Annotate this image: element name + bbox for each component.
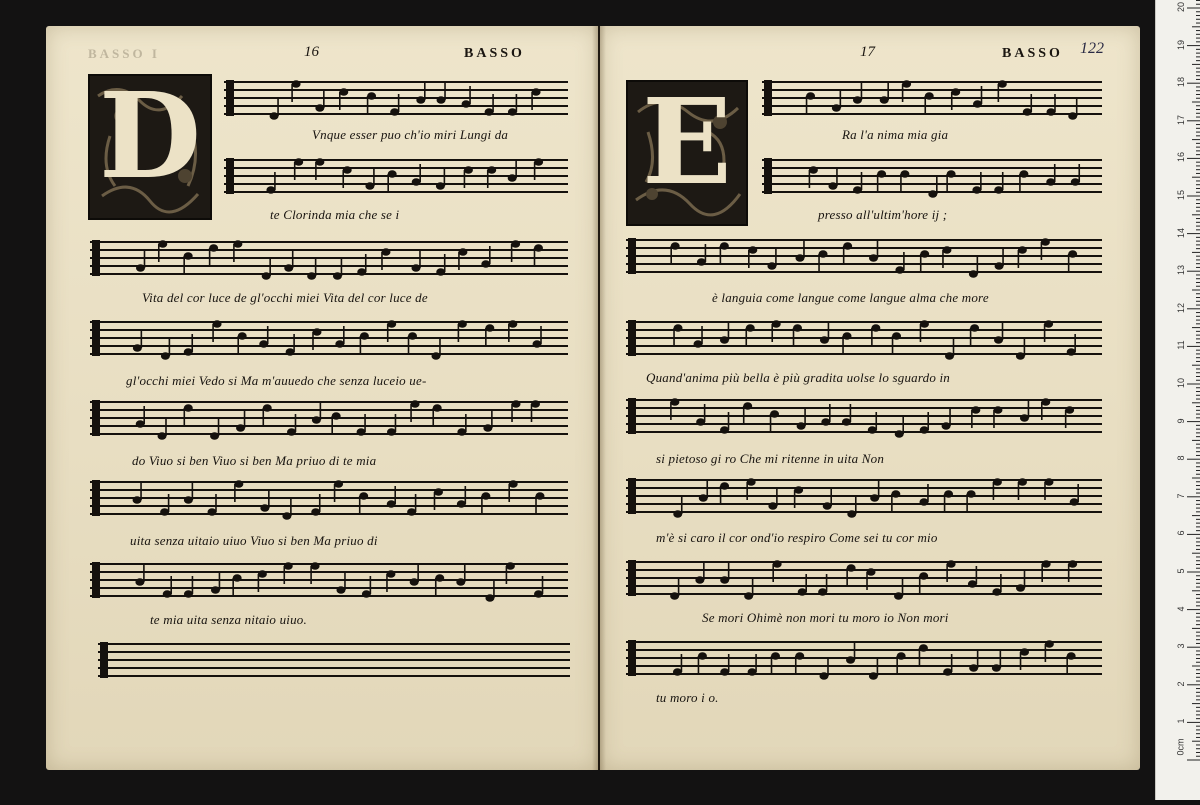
lyric-line: presso all'ultim'hore ij ;: [818, 207, 948, 222]
note: [387, 428, 396, 436]
note: [1016, 352, 1025, 360]
note: [772, 320, 781, 328]
ruler-number: 3: [1176, 643, 1186, 649]
note: [869, 254, 878, 262]
note: [720, 336, 729, 344]
note: [311, 508, 320, 516]
note: [720, 576, 729, 584]
note: [919, 572, 928, 580]
note: [867, 568, 876, 576]
ruler-unit-label: 0cm: [1175, 738, 1186, 756]
note: [698, 652, 707, 660]
note: [870, 494, 879, 502]
staff: [98, 640, 570, 684]
note: [720, 426, 729, 434]
note: [534, 590, 543, 598]
note: [843, 332, 852, 340]
note: [411, 400, 420, 408]
ruler-number: 2: [1176, 681, 1186, 687]
lyric-line: tu moro i o.: [656, 690, 719, 705]
note: [993, 478, 1002, 486]
note: [481, 260, 490, 268]
note: [1019, 170, 1028, 178]
note: [928, 190, 937, 198]
note: [877, 170, 886, 178]
note: [942, 422, 951, 430]
note: [357, 268, 366, 276]
note: [994, 186, 1003, 194]
ruler-number: 11: [1176, 340, 1186, 351]
note: [971, 406, 980, 414]
ruler-number: 13: [1176, 265, 1186, 276]
note: [532, 88, 541, 96]
note: [487, 166, 496, 174]
note: [485, 108, 494, 116]
note: [1044, 320, 1053, 328]
note: [674, 324, 683, 332]
note: [673, 668, 682, 676]
note: [407, 508, 416, 516]
note: [336, 586, 345, 594]
note: [995, 262, 1004, 270]
note: [821, 418, 830, 426]
note: [315, 104, 324, 112]
staff: [626, 476, 1102, 520]
note: [1068, 250, 1077, 258]
note: [1070, 498, 1079, 506]
left-page-number: 16: [304, 44, 319, 60]
note: [307, 272, 316, 280]
note: [832, 104, 841, 112]
note: [136, 264, 145, 272]
note: [160, 508, 169, 516]
note: [967, 490, 976, 498]
note: [1068, 560, 1077, 568]
note: [387, 320, 396, 328]
note: [969, 270, 978, 278]
note: [416, 96, 425, 104]
note: [388, 170, 397, 178]
lyric-line: gl'occhi miei Vedo si Ma m'auuedo che senza luceio ue-: [126, 373, 427, 388]
ruler-number: 18: [1176, 77, 1186, 88]
ruler-number: 20: [1176, 2, 1186, 13]
note: [339, 88, 348, 96]
staff: [90, 560, 568, 604]
staff: [626, 638, 1102, 682]
note: [994, 336, 1003, 344]
note: [211, 586, 220, 594]
note: [748, 246, 757, 254]
note: [947, 560, 956, 568]
note: [533, 340, 542, 348]
note: [312, 328, 321, 336]
note: [458, 248, 467, 256]
right-page-header: BASSO: [1002, 46, 1063, 61]
bleed-through-text: BASSO I: [88, 46, 160, 61]
ruler-number: 7: [1176, 493, 1186, 499]
note: [234, 480, 243, 488]
note: [853, 186, 862, 194]
note: [892, 332, 901, 340]
note: [386, 570, 395, 578]
note: [869, 672, 878, 680]
note: [895, 266, 904, 274]
note: [748, 668, 757, 676]
note: [746, 324, 755, 332]
note: [871, 324, 880, 332]
note: [184, 590, 193, 598]
note: [359, 492, 368, 500]
note: [209, 244, 218, 252]
note: [797, 422, 806, 430]
note: [793, 324, 802, 332]
note: [262, 272, 271, 280]
note: [671, 242, 680, 250]
note: [1023, 108, 1032, 116]
note: [157, 432, 166, 440]
note: [135, 578, 144, 586]
note: [894, 592, 903, 600]
ruler-number: 17: [1176, 114, 1186, 125]
note: [133, 344, 142, 352]
note: [292, 80, 301, 88]
note: [1018, 478, 1027, 486]
note: [434, 488, 443, 496]
note: [969, 664, 978, 672]
ruler-number: 6: [1176, 530, 1186, 536]
note: [312, 416, 321, 424]
staff: [762, 78, 1102, 122]
note: [1046, 178, 1055, 186]
note: [1071, 178, 1080, 186]
note: [213, 320, 222, 328]
lyric-line: m'è si caro il cor ond'io respiro Come sei tu cor mio: [656, 530, 938, 545]
note: [973, 100, 982, 108]
ruler-number: 9: [1176, 418, 1186, 424]
lyric-line: te Clorinda mia che se i: [270, 207, 400, 222]
note: [1020, 648, 1029, 656]
note: [343, 166, 352, 174]
note: [720, 668, 729, 676]
note: [1068, 112, 1077, 120]
note: [947, 170, 956, 178]
note: [286, 348, 295, 356]
book-gutter: [592, 26, 606, 770]
lyric-line: te mia uita senza nitaio uiuo.: [150, 612, 307, 627]
note: [270, 112, 279, 120]
left-page-header: BASSO: [464, 46, 525, 61]
note: [744, 592, 753, 600]
note: [1067, 652, 1076, 660]
staff: [626, 396, 1102, 440]
note: [970, 324, 979, 332]
note: [481, 492, 490, 500]
note: [508, 108, 517, 116]
ruler-number: 14: [1176, 227, 1186, 238]
note: [136, 420, 145, 428]
note: [819, 672, 828, 680]
lyric-line: Se mori Ohimè non mori tu moro io Non mori: [702, 610, 949, 625]
note: [282, 512, 291, 520]
ruler-number: 8: [1176, 455, 1186, 461]
staff: [224, 156, 568, 200]
note: [1044, 478, 1053, 486]
note: [362, 590, 371, 598]
note: [1016, 584, 1025, 592]
note: [920, 320, 929, 328]
note: [880, 96, 889, 104]
note: [508, 174, 517, 182]
note: [485, 324, 494, 332]
note: [795, 254, 804, 262]
ruler-number: 15: [1176, 190, 1186, 201]
note: [853, 96, 862, 104]
note: [809, 166, 818, 174]
note: [360, 332, 369, 340]
note: [1041, 398, 1050, 406]
ruler-number: 19: [1176, 39, 1186, 50]
note: [284, 562, 293, 570]
note: [263, 404, 272, 412]
ruler-number: 5: [1176, 568, 1186, 574]
note: [1045, 640, 1054, 648]
note: [919, 644, 928, 652]
note: [332, 412, 341, 420]
note: [509, 480, 518, 488]
lyric-line: do Viuo si ben Viuo si ben Ma priuo di te mia: [132, 453, 377, 468]
note: [258, 570, 267, 578]
note: [806, 92, 815, 100]
note: [798, 588, 807, 596]
note: [311, 562, 320, 570]
right-page-number: 17: [860, 44, 875, 60]
note: [998, 80, 1007, 88]
note: [743, 402, 752, 410]
note: [184, 404, 193, 412]
note: [457, 428, 466, 436]
staff: [626, 318, 1102, 362]
note: [410, 578, 419, 586]
note: [333, 272, 342, 280]
staff: [224, 78, 568, 122]
note: [457, 500, 466, 508]
note: [284, 264, 293, 272]
note: [895, 430, 904, 438]
note: [747, 478, 756, 486]
initial-letter: D: [98, 74, 202, 205]
lyric-line: è languia come langue come langue alma che more: [712, 290, 989, 305]
note: [334, 480, 343, 488]
lyric-line: Vita del cor luce de gl'occhi miei Vita del cor luce de: [142, 290, 428, 305]
note: [512, 400, 521, 408]
note: [891, 490, 900, 498]
note: [184, 252, 193, 260]
note: [768, 502, 777, 510]
note: [412, 178, 421, 186]
note: [163, 590, 172, 598]
note: [233, 240, 242, 248]
note: [773, 560, 782, 568]
note: [433, 404, 442, 412]
note: [437, 96, 446, 104]
note: [1046, 108, 1055, 116]
note: [233, 574, 242, 582]
note: [842, 418, 851, 426]
note: [919, 498, 928, 506]
ruler-number: 16: [1176, 152, 1186, 163]
note: [485, 594, 494, 602]
note: [408, 332, 417, 340]
note: [944, 490, 953, 498]
note: [823, 502, 832, 510]
decorated-initial-e: [626, 80, 748, 226]
note: [483, 424, 492, 432]
note: [818, 588, 827, 596]
note: [381, 248, 390, 256]
note: [1067, 348, 1076, 356]
note: [294, 158, 303, 166]
lyric-line: Vnque esser puo ch'io miri Lungi da: [312, 127, 509, 142]
lyric-line: uita senza uitaio uiuo Viuo si ben Ma priuo di: [130, 533, 378, 548]
note: [767, 262, 776, 270]
note: [531, 400, 540, 408]
staff: [90, 318, 568, 362]
note: [210, 432, 219, 440]
note: [506, 562, 515, 570]
note: [897, 652, 906, 660]
note: [696, 418, 705, 426]
note: [720, 482, 729, 490]
note: [260, 504, 269, 512]
note: [992, 588, 1001, 596]
note: [925, 92, 934, 100]
note: [795, 652, 804, 660]
note: [993, 406, 1002, 414]
note: [694, 340, 703, 348]
note: [387, 500, 396, 508]
note: [464, 166, 473, 174]
measuring-ruler: [1155, 0, 1200, 800]
note: [435, 574, 444, 582]
note: [536, 492, 545, 500]
note: [158, 240, 167, 248]
note: [534, 244, 543, 252]
note: [820, 336, 829, 344]
note: [1065, 406, 1074, 414]
note: [133, 496, 142, 504]
decorated-initial-d: [88, 74, 212, 220]
note: [770, 410, 779, 418]
note: [236, 424, 245, 432]
note: [259, 340, 268, 348]
note: [697, 258, 706, 266]
note: [670, 592, 679, 600]
note: [720, 242, 729, 250]
note: [1041, 238, 1050, 246]
note: [670, 398, 679, 406]
note: [367, 92, 376, 100]
note: [843, 242, 852, 250]
note: [828, 182, 837, 190]
ruler-number: 12: [1176, 302, 1186, 313]
note: [266, 186, 275, 194]
note: [902, 80, 911, 88]
note: [534, 158, 543, 166]
note: [508, 320, 517, 328]
ruler-number: 1: [1176, 718, 1186, 724]
initial-letter: E: [642, 80, 732, 211]
note: [771, 652, 780, 660]
note: [794, 486, 803, 494]
note: [184, 348, 193, 356]
note: [456, 578, 465, 586]
note: [920, 250, 929, 258]
note: [436, 268, 445, 276]
note: [920, 426, 929, 434]
folio-number: 122: [1080, 40, 1104, 57]
ruler-number: 10: [1176, 378, 1186, 389]
staff: [90, 478, 568, 522]
note: [458, 320, 467, 328]
note: [846, 656, 855, 664]
note: [390, 108, 399, 116]
note: [943, 668, 952, 676]
note: [900, 170, 909, 178]
staff: [626, 236, 1102, 280]
note: [436, 182, 445, 190]
note: [847, 564, 856, 572]
note: [673, 510, 682, 518]
note: [1020, 414, 1029, 422]
note: [365, 182, 374, 190]
note: [431, 352, 440, 360]
note: [238, 332, 247, 340]
note: [695, 576, 704, 584]
note: [951, 88, 960, 96]
note: [972, 186, 981, 194]
lyric-line: Ra l'a nima mia gia: [842, 127, 949, 142]
note: [207, 508, 216, 516]
note: [411, 264, 420, 272]
note: [699, 494, 708, 502]
note: [942, 246, 951, 254]
note: [1042, 560, 1051, 568]
ruler-number: 4: [1176, 606, 1186, 612]
note: [511, 240, 520, 248]
note: [1018, 246, 1027, 254]
note: [161, 352, 170, 360]
staff: [90, 238, 568, 282]
note: [287, 428, 296, 436]
note: [335, 340, 344, 348]
note: [968, 580, 977, 588]
lyric-line: Quand'anima più bella è più gradita uolse lo sguardo in: [646, 370, 950, 385]
staff: [90, 398, 568, 442]
note: [847, 510, 856, 518]
staff: [626, 558, 1102, 602]
note: [184, 496, 193, 504]
staff: [762, 156, 1102, 200]
note: [357, 428, 366, 436]
note: [945, 352, 954, 360]
lyric-line: si pietoso gi ro Che mi ritenne in uita Non: [656, 451, 885, 466]
note: [868, 426, 877, 434]
note: [819, 250, 828, 258]
note: [315, 158, 324, 166]
note: [992, 664, 1001, 672]
note: [462, 100, 471, 108]
